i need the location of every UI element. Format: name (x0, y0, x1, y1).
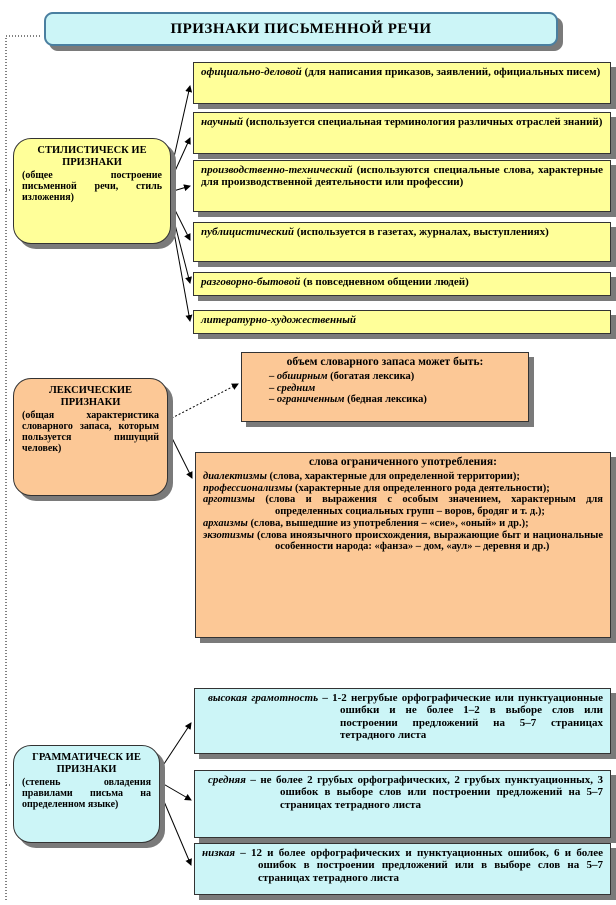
style-item-technical (193, 160, 611, 212)
grammar-desc: – 1-2 негрубые орфографические или пунктуационные ошибки и не более 1–2 в выборе слов или построении предложений на 5–7 страницах тетрадного листа (318, 692, 603, 741)
vocabulary-volume-box (241, 352, 529, 422)
grammar-term: высокая грамотность (208, 692, 319, 704)
stylistic-category-box (13, 138, 171, 244)
style-term: литературно-художественный (201, 314, 357, 326)
volume-item: – обширным (богатая лексика) (269, 371, 521, 383)
grammar-term: низкая (202, 847, 235, 859)
style-term: разговорно-бытовой (201, 276, 301, 288)
volume-item: – ограниченным (бедная лексика) (269, 394, 521, 406)
volume-item: – средним (269, 383, 521, 395)
limited-item-argot: арготизмы (слова и выражения с особым значением, характерным для определенных социальных групп – воров, бродяг и т. д.); (203, 494, 603, 518)
lexical-category-box (13, 378, 168, 496)
style-desc: (в повседневном общении людей) (300, 276, 469, 288)
style-item-official (193, 62, 611, 104)
style-term: официально-деловой (201, 66, 302, 78)
page-title: ПРИЗНАКИ ПИСЬМЕННОЙ РЕЧИ (44, 12, 558, 46)
limited-item-exotic: экзотизмы (слова иноязычного происхождения, выражающие быт и национальные особенности народа: «фанза» – дом, «аул» – деревня и др.) (203, 529, 603, 553)
lexical-description: (общая характеристика словарного запаса, которым пользуется пишущий человек) (22, 409, 159, 455)
style-desc: (используются специальные слова, характерные для производственной деятельности или профессии) (201, 164, 603, 189)
style-item-publicistic (193, 222, 611, 262)
grammar-term: средняя (208, 774, 246, 786)
style-term: научный (201, 116, 243, 128)
grammatical-heading: ГРАММАТИЧЕСК ИЕ ПРИЗНАКИ (32, 752, 141, 775)
grammatical-category-box (13, 745, 160, 843)
limited-item-dialect: диалектизмы (слова, характерные для определенной территории); (203, 470, 520, 482)
grammar-level-high (194, 688, 611, 754)
limited-item-archaism: архаизмы (слова, вышедшие из употребления – «сие», «оный» и др.); (203, 517, 529, 529)
limited-item-professional: профессионализмы (характерные для определенного рода деятельности); (203, 482, 550, 494)
style-term: публицистический (201, 226, 294, 238)
style-term: производственно-технический (201, 164, 353, 176)
grammar-desc: – 12 и более орфографических и пунктуационных ошибок, 6 и более ошибок в построении предложений или в выборе слов на 5–7 страницах тетрадного листа (234, 847, 603, 884)
grammar-level-medium (194, 770, 611, 838)
style-desc: (используется в газетах, журналах, выступлениях) (293, 226, 549, 238)
limited-use-words-box (195, 452, 611, 638)
grammatical-description: (степень овладения правилами письма на определенном языке) (22, 776, 151, 810)
style-item-scientific (193, 112, 611, 154)
style-desc: (для написания приказов, заявлений, официальных писем) (301, 66, 601, 78)
limited-use-title: слова ограниченного употребления: (309, 456, 497, 468)
style-desc: (используется специальная терминология различных отраслей знаний) (242, 116, 603, 128)
stylistic-description: (общее построение письменной речи, стиль изложения) (22, 169, 162, 203)
style-item-literary (193, 310, 611, 334)
vocabulary-volume-title: объем словарного запаса может быть: (286, 356, 484, 368)
grammar-desc: – не более 2 грубых орфографических, 2 грубых пунктуационных, 3 ошибок в выборе слов или построении предложений на 5–7 страницах тетрадного листа (245, 774, 603, 811)
stylistic-heading: СТИЛИСТИЧЕСК ИЕ ПРИЗНАКИ (37, 145, 147, 168)
style-item-colloquial (193, 272, 611, 296)
lexical-heading: ЛЕКСИЧЕСКИЕ ПРИЗНАКИ (48, 385, 132, 408)
grammar-level-low (194, 843, 611, 895)
